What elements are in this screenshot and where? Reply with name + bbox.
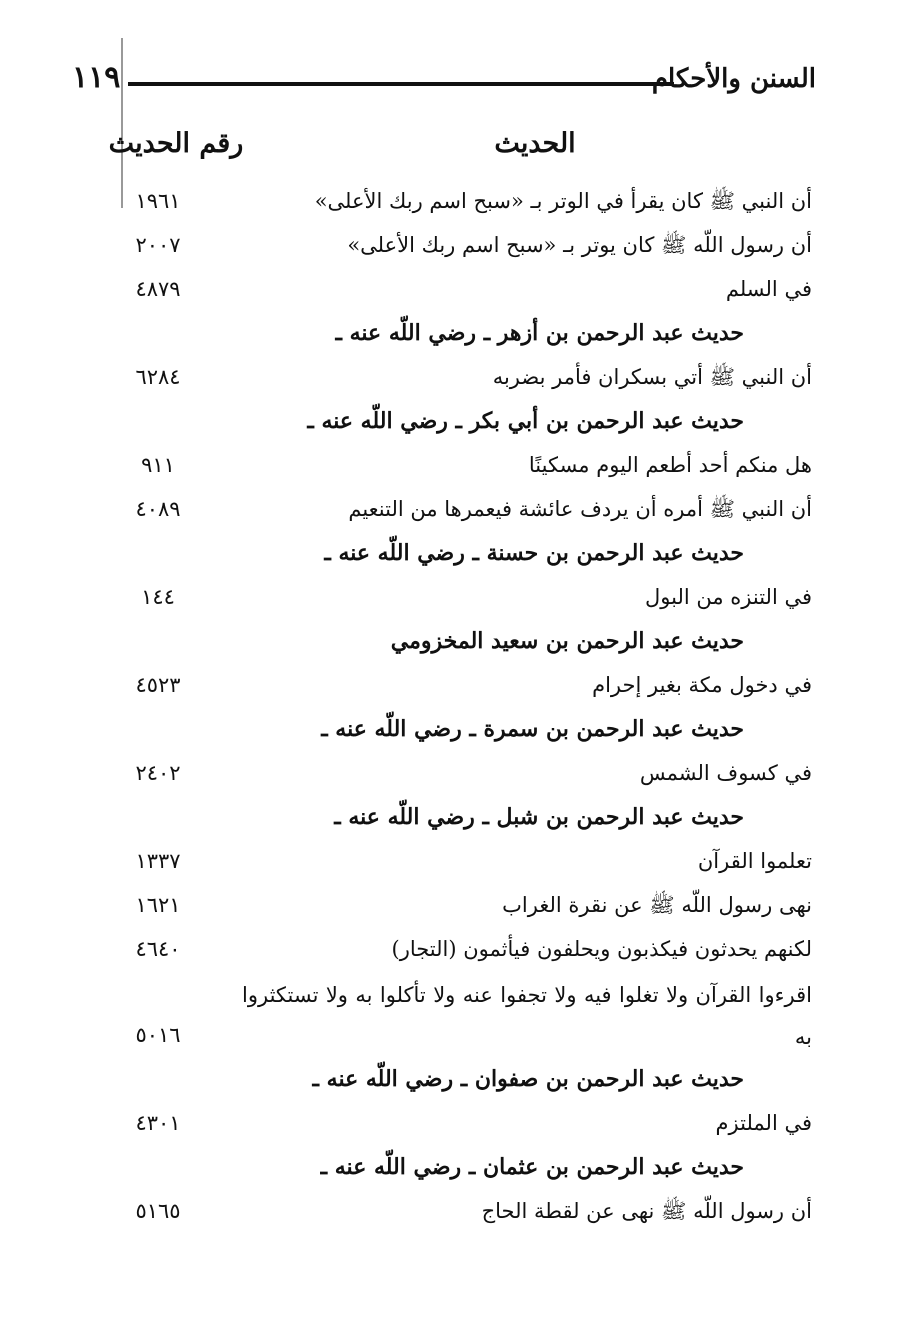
hadith-number: ٤٦٤٠ bbox=[135, 937, 181, 961]
hadith-entry-row bbox=[0, 1188, 924, 1232]
column-header-hadith: الحديث bbox=[494, 128, 576, 159]
hadith-text: أن النبي ﷺ كان يقرأ في الوتر بـ «سبح اسم ربك الأعلى» bbox=[314, 189, 812, 213]
section-heading-row bbox=[0, 1144, 924, 1188]
section-heading-row bbox=[0, 706, 924, 750]
section-heading-row bbox=[0, 530, 924, 574]
hadith-number: ٤٣٠١ bbox=[135, 1111, 181, 1135]
hadith-entry-row bbox=[0, 442, 924, 486]
hadith-text: أن النبي ﷺ أمره أن يردف عائشة فيعمرها من التنعيم bbox=[348, 497, 812, 521]
hadith-entry-row bbox=[0, 838, 924, 882]
hadith-number: ٢٤٠٢ bbox=[135, 761, 181, 785]
hadith-number: ١٤٤ bbox=[141, 585, 175, 609]
section-heading-text: حديث عبد الرحمن بن سعيد المخزومي bbox=[390, 628, 744, 654]
section-heading-row bbox=[0, 398, 924, 442]
hadith-entry-row bbox=[0, 178, 924, 222]
index-list bbox=[0, 178, 924, 1232]
hadith-entry-row bbox=[0, 1100, 924, 1144]
section-heading-row bbox=[0, 1056, 924, 1100]
column-header-number: رقم الحديث bbox=[108, 128, 244, 159]
hadith-number: ٤٨٧٩ bbox=[135, 277, 181, 301]
hadith-number: ١٦٢١ bbox=[135, 893, 181, 917]
hadith-text: في السلم bbox=[725, 277, 812, 301]
section-heading-row bbox=[0, 618, 924, 662]
hadith-text: في كسوف الشمس bbox=[639, 761, 812, 785]
section-heading-row bbox=[0, 310, 924, 354]
hadith-number: ٤٥٢٣ bbox=[135, 673, 181, 697]
section-heading-text: حديث عبد الرحمن بن شبل ـ رضي اللّه عنه ـ bbox=[334, 804, 744, 830]
hadith-text: هل منكم أحد أطعم اليوم مسكينًا bbox=[528, 453, 812, 477]
hadith-entry-row bbox=[0, 266, 924, 310]
hadith-text: لكنهم يحدثون فيكذبون ويحلفون فيأثمون (التجار) bbox=[391, 937, 812, 961]
hadith-number: ٦٢٨٤ bbox=[135, 365, 181, 389]
hadith-text: تعلموا القرآن bbox=[697, 849, 812, 873]
hadith-entry-row bbox=[0, 970, 924, 1056]
hadith-entry-row bbox=[0, 574, 924, 618]
hadith-text: في دخول مكة بغير إحرام bbox=[592, 673, 812, 697]
hadith-text: أن رسول اللّه ﷺ كان يوتر بـ «سبح اسم ربك الأعلى» bbox=[347, 233, 812, 257]
section-heading-row bbox=[0, 794, 924, 838]
page-number: ١١٩ bbox=[72, 60, 121, 95]
hadith-entry-row bbox=[0, 354, 924, 398]
section-heading-text: حديث عبد الرحمن بن عثمان ـ رضي اللّه عنه ـ bbox=[320, 1154, 744, 1180]
hadith-number: ١٣٣٧ bbox=[135, 849, 181, 873]
hadith-number: ١٩٦١ bbox=[135, 189, 181, 213]
hadith-text: في الملتزم bbox=[715, 1111, 812, 1135]
hadith-entry-row bbox=[0, 750, 924, 794]
hadith-number: ٢٠٠٧ bbox=[135, 233, 181, 257]
hadith-text: أن النبي ﷺ أتي بسكران فأمر بضربه bbox=[492, 365, 812, 389]
hadith-number: ٥٠١٦ bbox=[135, 1023, 181, 1047]
hadith-entry-row bbox=[0, 882, 924, 926]
hadith-entry-row bbox=[0, 662, 924, 706]
hadith-text: نهى رسول اللّه ﷺ عن نقرة الغراب bbox=[502, 893, 812, 917]
hadith-entry-row bbox=[0, 926, 924, 970]
hadith-entry-row bbox=[0, 222, 924, 266]
hadith-text: في التنزه من البول bbox=[645, 585, 812, 609]
section-heading-text: حديث عبد الرحمن بن صفوان ـ رضي اللّه عنه ـ bbox=[312, 1066, 744, 1092]
running-title: السنن والأحكام bbox=[651, 64, 816, 94]
hadith-number: ٥١٦٥ bbox=[135, 1199, 181, 1223]
hadith-entry-row bbox=[0, 486, 924, 530]
section-heading-text: حديث عبد الرحمن بن سمرة ـ رضي اللّه عنه ـ bbox=[321, 716, 744, 742]
hadith-text: اقرءوا القرآن ولا تغلوا فيه ولا تجفوا عنه ولا تأكلوا به ولا تستكثروا به bbox=[242, 983, 812, 1049]
header-rule bbox=[128, 82, 674, 86]
section-heading-text: حديث عبد الرحمن بن حسنة ـ رضي اللّه عنه ـ bbox=[324, 540, 744, 566]
hadith-number: ٤٠٨٩ bbox=[135, 497, 181, 521]
section-heading-text: حديث عبد الرحمن بن أبي بكر ـ رضي اللّه عنه ـ bbox=[307, 408, 744, 434]
section-heading-text: حديث عبد الرحمن بن أزهر ـ رضي اللّه عنه ـ bbox=[335, 320, 744, 346]
hadith-text: أن رسول اللّه ﷺ نهى عن لقطة الحاج bbox=[481, 1199, 812, 1223]
hadith-number: ٩١١ bbox=[141, 453, 175, 477]
